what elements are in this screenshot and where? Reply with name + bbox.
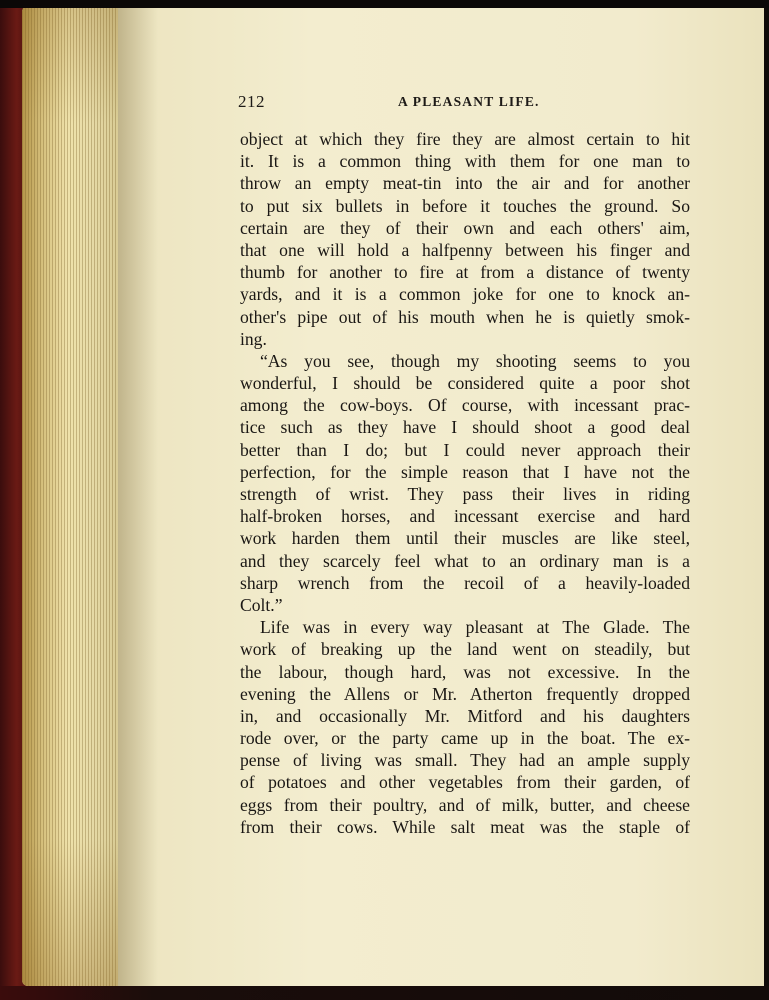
- scan-top-border: [0, 0, 769, 8]
- text-line: that one will hold a halfpenny between his finger and: [240, 239, 690, 260]
- text-line: among the cow-boys. Of course, with incessant prac-: [240, 395, 690, 416]
- running-head: A PLEASANT LIFE.: [398, 94, 540, 109]
- text-line: thumb for another to fire at from a distance of twenty: [240, 262, 690, 283]
- text-line: it. It is a common thing with them for one man to: [240, 151, 690, 172]
- page-header: [238, 92, 690, 116]
- scan-bottom-border: [0, 986, 769, 1000]
- text-line: eggs from their poultry, and of milk, butter, and cheese: [240, 794, 690, 815]
- gutter-shadow: [118, 6, 158, 986]
- page-edges: [22, 6, 118, 986]
- page-number: 212: [238, 92, 265, 111]
- text-line: work of breaking up the land went on steadily, but: [240, 639, 690, 660]
- text-line: strength of wrist. They pass their lives in riding: [240, 484, 690, 504]
- text-line: sharp wrench from the recoil of a heavily-loaded: [240, 572, 690, 593]
- text-line: wonderful, I should be considered quite a poor shot: [240, 373, 690, 394]
- text-line: pense of living was small. They had an ample supply: [240, 750, 690, 771]
- text-line: from their cows. While salt meat was the staple of: [240, 816, 690, 837]
- text-line: perfection, for the simple reason that I have not the: [240, 461, 690, 482]
- text-line: ing.: [240, 328, 267, 349]
- text-line: object at which they fire they are almost certain to hit: [240, 129, 690, 149]
- text-line: certain are they of their own and each others' aim,: [240, 217, 690, 238]
- text-line: better than I do; but I could never approach their: [240, 439, 690, 460]
- text-line: rode over, or the party came up in the boat. The ex-: [240, 728, 690, 749]
- text-line: work harden them until their muscles are like steel,: [240, 528, 690, 549]
- text-line: the labour, though hard, was not excessive. In the: [240, 661, 690, 682]
- body-text: [240, 128, 690, 838]
- text-line: to put six bullets in before it touches the ground. So: [240, 195, 690, 216]
- text-line: tice such as they have I should shoot a good deal: [240, 417, 690, 438]
- text-line: evening the Allens or Mr. Atherton frequently dropped: [240, 683, 690, 704]
- text-line: Colt.”: [240, 594, 283, 615]
- text-line: other's pipe out of his mouth when he is quietly smok-: [240, 306, 690, 327]
- text-line: Life was in every way pleasant at The Glade. The: [260, 617, 690, 638]
- text-line: throw an empty meat-tin into the air and for another: [240, 173, 690, 194]
- text-line: of potatoes and other vegetables from their garden, of: [240, 772, 690, 793]
- text-line: and they scarcely feel what to an ordinary man is a: [240, 550, 690, 571]
- text-line: yards, and it is a common joke for one to knock an-: [240, 284, 690, 305]
- text-line: half-broken horses, and incessant exercise and hard: [240, 506, 690, 527]
- text-line: “As you see, though my shooting seems to you: [260, 350, 690, 371]
- text-line: in, and occasionally Mr. Mitford and his daughters: [240, 705, 690, 726]
